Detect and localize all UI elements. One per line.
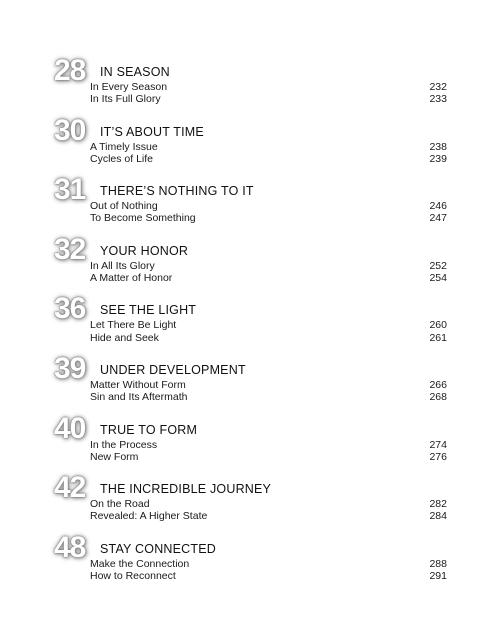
toc-entry[interactable] <box>90 451 447 463</box>
entry-title: In Every Season <box>90 81 168 93</box>
entry-list <box>90 498 447 522</box>
entry-page-number: 238 <box>429 140 447 153</box>
entry-page-number: 260 <box>429 319 447 332</box>
chapter-number: 42 <box>54 471 86 505</box>
entry-list <box>90 141 447 165</box>
entry-title: Cycles of Life <box>90 152 154 165</box>
chapter-section <box>0 354 500 410</box>
entry-page-number: 291 <box>429 570 447 582</box>
entry-title: A Matter of Honor <box>90 272 173 284</box>
chapter-title: STAY CONNECTED <box>100 541 217 556</box>
chapter-section <box>0 175 500 231</box>
entry-title: New Form <box>90 450 139 463</box>
chapter-number: 36 <box>54 292 86 326</box>
entry-list <box>90 81 447 105</box>
entry-page-number: 274 <box>429 438 447 451</box>
toc-entry[interactable] <box>90 141 447 153</box>
entry-page-number: 232 <box>429 81 447 93</box>
entry-title: In the Process <box>90 438 158 451</box>
chapter-section <box>0 232 500 291</box>
toc-entry[interactable] <box>90 153 447 165</box>
entry-page-number: 247 <box>429 212 447 225</box>
entry-list <box>90 558 447 582</box>
entry-list <box>90 319 447 343</box>
entry-list <box>90 439 447 463</box>
entry-page-number: 246 <box>429 200 447 213</box>
toc-entry[interactable] <box>90 510 447 522</box>
entry-title: How to Reconnect <box>90 570 176 582</box>
entry-page-number: 276 <box>429 450 447 463</box>
chapter-title: IT’S ABOUT TIME <box>100 124 204 139</box>
entry-title: Matter Without Form <box>90 379 186 391</box>
chapter-title: SEE THE LIGHT <box>100 303 197 318</box>
chapter-number: 28 <box>54 54 86 87</box>
entry-title: In Its Full Glory <box>90 93 161 106</box>
toc-entry[interactable] <box>90 379 447 391</box>
entry-page-number: 254 <box>429 272 447 284</box>
entry-title: Revealed: A Higher State <box>90 510 208 523</box>
entry-list <box>90 260 447 284</box>
toc-entry[interactable] <box>90 319 447 331</box>
entry-title: Make the Connection <box>90 557 190 570</box>
toc-entry[interactable] <box>90 332 447 344</box>
entry-title: In All Its Glory <box>90 259 155 272</box>
entry-page-number: 261 <box>429 331 447 344</box>
entry-page-number: 268 <box>429 391 447 404</box>
chapter-title: TRUE TO FORM <box>100 422 198 437</box>
chapter-section <box>0 56 500 112</box>
entry-title: To Become Something <box>90 212 196 225</box>
entry-page-number: 233 <box>429 93 447 106</box>
entry-title: On the Road <box>90 498 150 511</box>
entry-page-number: 266 <box>429 379 447 391</box>
chapter-section <box>0 473 500 529</box>
chapter-number: 32 <box>54 232 86 266</box>
chapter-number: 39 <box>54 352 86 385</box>
toc-entry[interactable] <box>90 558 447 570</box>
chapter-number: 48 <box>54 530 86 564</box>
entry-page-number: 239 <box>429 152 447 165</box>
chapter-section <box>0 294 500 350</box>
chapter-number: 30 <box>54 113 86 147</box>
chapter-section <box>0 530 500 589</box>
toc-entry[interactable] <box>90 81 447 93</box>
toc-entry[interactable] <box>90 93 447 105</box>
chapter-number: 40 <box>54 411 86 445</box>
entry-title: Sin and Its Aftermath <box>90 391 188 404</box>
chapter-title: IN SEASON <box>100 65 170 79</box>
chapter-title: THERE’S NOTHING TO IT <box>100 184 254 199</box>
chapter-title: UNDER DEVELOPMENT <box>100 363 246 377</box>
toc-entry[interactable] <box>90 391 447 403</box>
entry-list <box>90 379 447 403</box>
entry-title: Hide and Seek <box>90 331 159 344</box>
chapter-section <box>0 113 500 172</box>
entry-title: Out of Nothing <box>90 200 158 213</box>
toc-entry[interactable] <box>90 439 447 451</box>
toc-entry[interactable] <box>90 212 447 224</box>
toc-entry[interactable] <box>90 200 447 212</box>
toc-entry[interactable] <box>90 272 447 284</box>
chapter-number: 31 <box>54 173 86 207</box>
entry-title: Let There Be Light <box>90 319 177 332</box>
toc-entry[interactable] <box>90 498 447 510</box>
chapter-title: YOUR HONOR <box>100 243 189 258</box>
chapter-title: THE INCREDIBLE JOURNEY <box>100 482 272 497</box>
entry-page-number: 282 <box>429 498 447 511</box>
chapter-section <box>0 411 500 470</box>
entry-list <box>90 200 447 224</box>
entry-page-number: 252 <box>429 259 447 272</box>
entry-page-number: 288 <box>429 557 447 570</box>
toc-entry[interactable] <box>90 570 447 582</box>
entry-title: A Timely Issue <box>90 140 158 153</box>
toc-entry[interactable] <box>90 260 447 272</box>
entry-page-number: 284 <box>429 510 447 523</box>
